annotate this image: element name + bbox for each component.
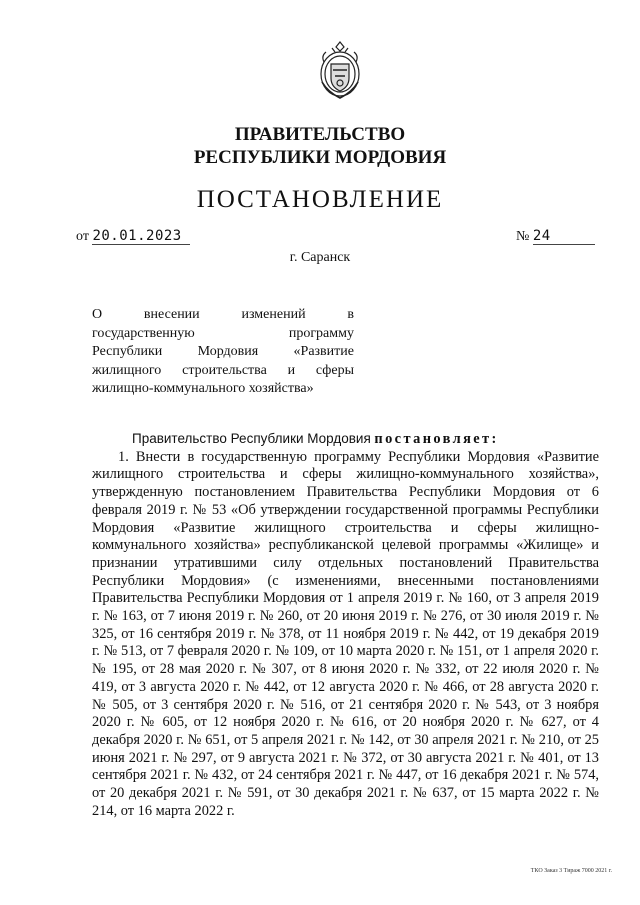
government-title-line1: ПРАВИТЕЛЬСТВО <box>234 124 406 145</box>
subject-line: О внесении изменений в <box>92 307 354 322</box>
subject-line: жилищно-коммунального хозяйства» <box>92 381 314 396</box>
document-type-title: ПОСТАНОВЛЕНИЕ <box>196 186 444 213</box>
number-field <box>516 228 595 245</box>
date-prefix: от <box>76 229 89 244</box>
coat-of-arms-icon <box>318 40 362 102</box>
government-title-line2: РЕСПУБЛИКИ МОРДОВИЯ <box>193 147 447 168</box>
document-body <box>92 430 599 820</box>
subject-line: жилищного строительства и сферы <box>92 362 354 378</box>
date-value: 20.01.2023 <box>92 228 190 245</box>
paragraph-1: 1. Внести в государственную программу Республики Мордовия «Развитие жилищного строительства и сферы жилищно-коммунального хозяйства», утвержденную постановлением Правительства Республики Мордовия от 6 февраля 2019 г. № 53 «Об утверждении государственной программы Республики Мордовия «Развитие жилищного строительства и сферы жилищно-коммунального хозяйства» республиканской целевой программы «Жилище» и признании утратившими силу отдельных постановлений Правительства Республики Мордовия» (с изменениями, внесенными постановлениями Правительства Республики Мордовия от 1 апреля 2019 г. № 160, от 3 апреля 2019 г. № 163, от 7 июня 2019 г. № 260, от 20 июня 2019 г. № 276, от 30 июля 2019 г. № 325, от 16 сентября 2019 г. № 378, от 11 ноября 2019 г. № 442, от 19 декабря 2019 г. № 513, от 7 февраля 2020 г. № 109, от 10 марта 2020 г. № 151, от 1 апреля 2020 г. № 195, от 28 мая 2020 г. № 307, от 8 июня 2020 г. № 332, от 22 июля 2020 г. № 419, от 3 августа 2020 г. № 442, от 12 августа 2020 г. № 466, от 28 августа 2020 г. № 505, от 3 сентября 2020 г. № 516, от 21 сентября 2020 г. № 543, от 3 ноября 2020 г. № 605, от 12 ноября 2020 г. № 616, от 20 ноября 2020 г. № 627, от 4 декабря 2020 г. № 651, от 5 апреля 2021 г. № 142, от 30 апреля 2021 г. № 210, от 25 июня 2021 г. № 297, от 9 августа 2021 г. № 372, от 30 августа 2021 г. № 401, от 13 сентября 2021 г. № 432, от 24 сентября 2021 г. № 447, от 16 декабря 2021 г. № 574, от 20 декабря 2021 г. № 591, от 30 декабря 2021 г. № 637, от 15 марта 2022 г. № 214, от 16 марта 2022 г. <box>92 448 599 819</box>
subject-line: государственную программу <box>92 325 354 341</box>
resolution-intro: Правительство Республики Мордовия постановляет: <box>132 431 499 447</box>
subject-line: Республики Мордовия «Развитие <box>92 344 354 359</box>
print-code: ТКО Заказ 3 Тираж 7000 2021 г. <box>530 868 612 874</box>
date-field <box>76 228 190 245</box>
number-value: 24 <box>533 228 595 245</box>
city-name: г. Саранск <box>289 250 351 265</box>
number-prefix: № <box>516 229 530 244</box>
document-subject <box>92 306 354 399</box>
resolves-word: постановляет <box>374 431 492 447</box>
